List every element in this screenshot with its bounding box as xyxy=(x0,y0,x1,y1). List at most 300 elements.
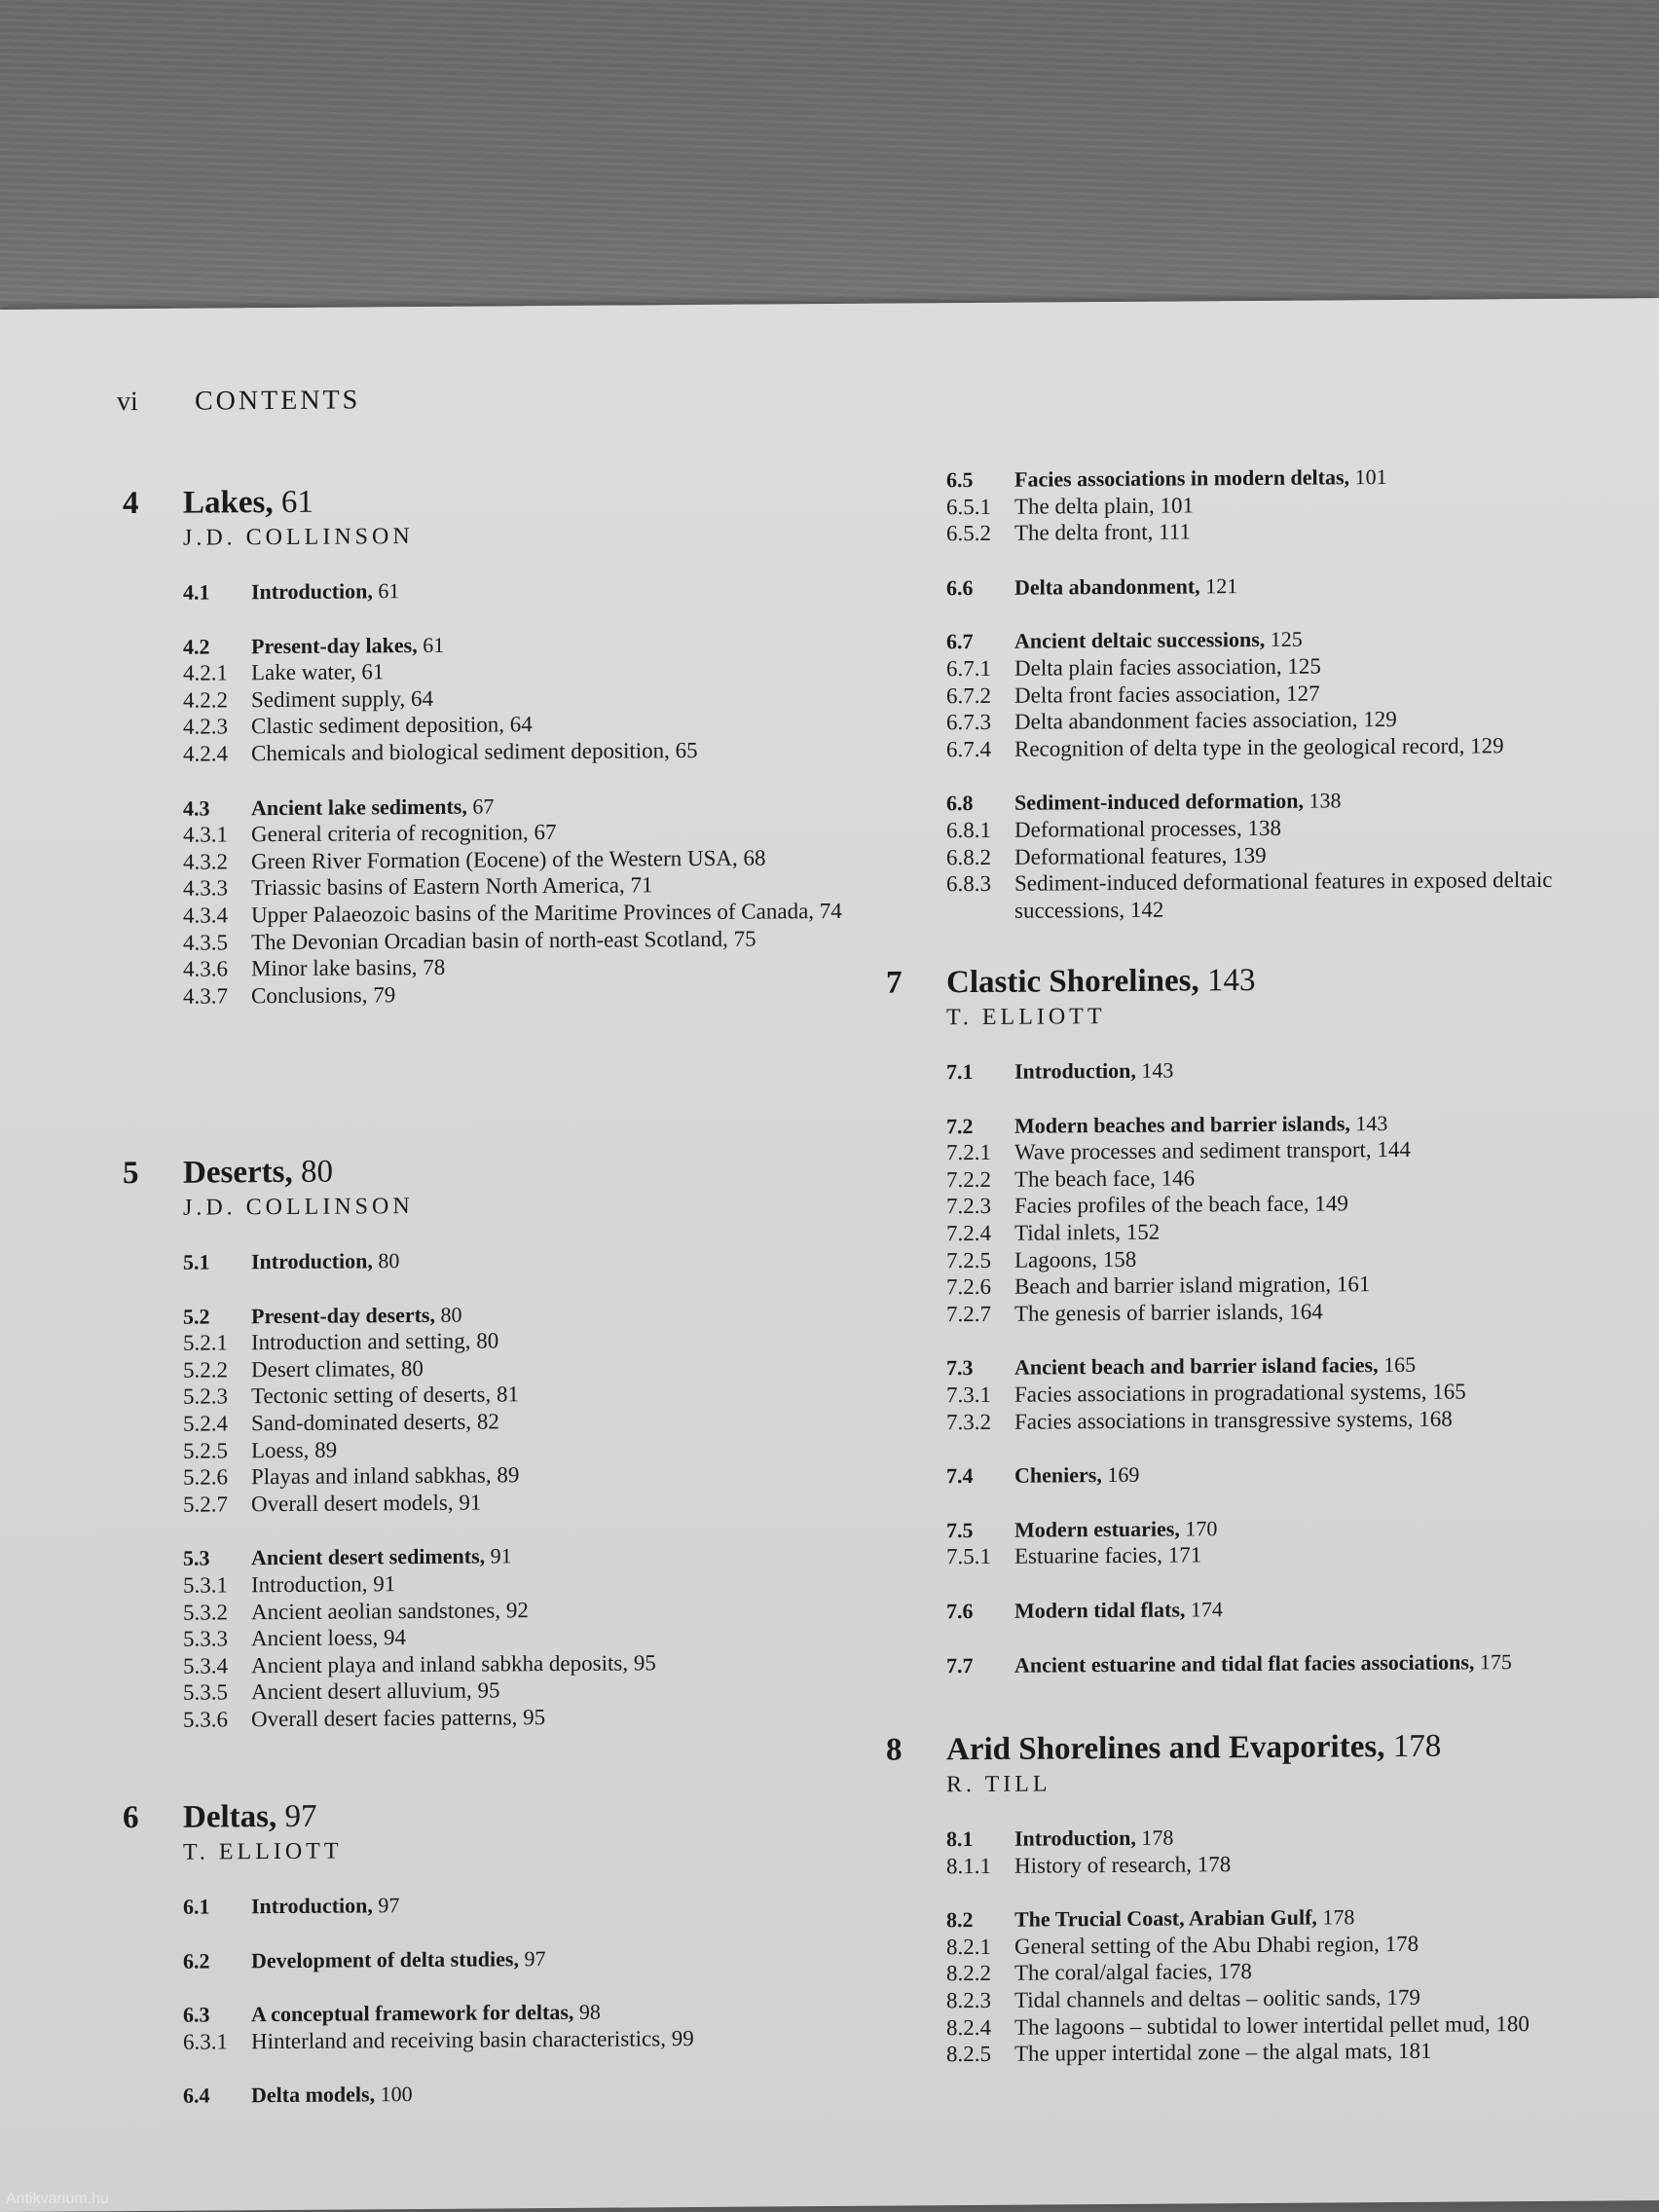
chapter-number: 6 xyxy=(123,1800,139,1836)
section-number: 5.2.2 xyxy=(183,1357,228,1382)
section-number: 4.1 xyxy=(183,579,210,605)
section-title xyxy=(251,1622,656,1651)
section-title-text: General criteria of recognition, 67 xyxy=(251,820,557,847)
section-title-text: Ancient desert sediments, xyxy=(251,1543,486,1570)
chapter-title xyxy=(183,1155,333,1192)
subsection-entry xyxy=(183,1677,656,1707)
page-folio: vi xyxy=(117,387,138,418)
section-title-text: Introduction, 91 xyxy=(251,1571,396,1598)
subsection-entry xyxy=(946,1243,1512,1274)
section-number: 4.2 xyxy=(183,634,210,659)
section-title-text: The Trucial Coast, Arabian Gulf, xyxy=(1014,1904,1317,1932)
section-number: 4.3 xyxy=(183,795,210,821)
section-title xyxy=(251,1677,656,1706)
section-title xyxy=(1014,1351,1512,1382)
page-number: 169 xyxy=(1101,1461,1140,1488)
section-title xyxy=(251,1353,656,1382)
section-number: 6.8.1 xyxy=(946,817,991,843)
section-number: 8.2.5 xyxy=(946,2042,991,2067)
page-number: 125 xyxy=(1265,627,1303,652)
chapter-title-text: Clastic Shorelines, xyxy=(946,963,1199,1001)
section-title-text: Facies associations in transgressive systems, 168 xyxy=(1014,1406,1453,1434)
running-head xyxy=(117,385,360,418)
subsection-entry xyxy=(946,2010,1530,2042)
section-number: 4.3.3 xyxy=(183,875,228,902)
subsection-entry xyxy=(946,1270,1512,1301)
subsection-entry xyxy=(946,1405,1512,1436)
chapter-number: 4 xyxy=(123,486,139,522)
section-number: 6.7.1 xyxy=(946,655,991,682)
section-title xyxy=(1014,570,1587,601)
section-title xyxy=(1014,839,1587,870)
section-title xyxy=(1014,624,1587,655)
page-number: 178 xyxy=(1316,1904,1355,1930)
section-number: 4.3.7 xyxy=(183,983,228,1009)
section-entry xyxy=(183,1245,656,1275)
chapter-title-text: Deserts, xyxy=(183,1154,293,1191)
section-title xyxy=(1014,462,1587,494)
section-title xyxy=(251,1890,694,1920)
section-number: 5.2.4 xyxy=(183,1411,228,1436)
subsection-entry xyxy=(946,1378,1512,1409)
section-number: 8.2.2 xyxy=(946,1961,991,1986)
section-title xyxy=(251,870,842,902)
section-list xyxy=(946,462,1587,925)
page-number: 80 xyxy=(435,1302,462,1327)
page-number: 170 xyxy=(1179,1515,1218,1541)
section-title xyxy=(251,1568,656,1598)
chapter-6-continued xyxy=(946,462,1587,925)
subsection-entry xyxy=(183,1407,656,1437)
chapter-author: T. ELLIOTT xyxy=(946,1004,1106,1031)
section-number: 7.7 xyxy=(946,1652,974,1677)
section-title xyxy=(1014,1648,1512,1678)
section-title-text: Overall desert facies patterns, 95 xyxy=(251,1704,546,1732)
chapter-title xyxy=(183,1799,316,1836)
section-title-text: Sand-dominated deserts, 82 xyxy=(251,1409,499,1436)
section-title-text: Delta abandonment facies association, 129 xyxy=(1014,707,1397,734)
section-number: 7.1 xyxy=(946,1059,974,1085)
page-number: 175 xyxy=(1474,1648,1512,1674)
section-title-text: Deformational processes, 138 xyxy=(1014,815,1282,842)
chapter-6 xyxy=(123,1796,694,2110)
section-title xyxy=(251,1596,656,1625)
subsection-entry xyxy=(946,1983,1530,2014)
section-number: 7.6 xyxy=(946,1598,974,1624)
section-title-text: Conclusions, 79 xyxy=(251,981,396,1008)
page-number: 67 xyxy=(466,793,495,819)
section-title xyxy=(1014,1216,1512,1246)
section-title xyxy=(1014,866,1587,924)
section-number: 5.2.5 xyxy=(183,1437,228,1463)
section-entry xyxy=(946,1054,1512,1086)
chapter-title-text: Arid Shorelines and Evaporites, xyxy=(946,1729,1385,1768)
section-title-text: Overall desert models, 91 xyxy=(251,1490,482,1516)
section-title xyxy=(1014,1190,1512,1220)
section-title xyxy=(1014,1956,1530,1986)
section-entry xyxy=(946,1902,1530,1934)
section-title-text: The Devonian Orcadian basin of north-east Scotland, 75 xyxy=(251,926,756,954)
section-number: 5.2.1 xyxy=(183,1330,228,1355)
section-title-text: Introduction, xyxy=(1014,1057,1136,1084)
section-entry xyxy=(946,1109,1512,1140)
section-number: 7.2.4 xyxy=(946,1220,991,1246)
section-title xyxy=(1014,1135,1512,1165)
section-title-text: The coral/algal facies, 178 xyxy=(1014,1959,1252,1986)
section-title xyxy=(251,1460,656,1490)
section-entry xyxy=(183,574,842,606)
section-number: 8.1 xyxy=(946,1826,974,1852)
subsection-entry xyxy=(946,1162,1512,1194)
subsection-entry xyxy=(946,2037,1530,2068)
section-title-text: Development of delta studies, xyxy=(251,1945,519,1972)
section-title-text: Introduction, xyxy=(251,1893,373,1919)
page-number: 143 xyxy=(1349,1110,1388,1135)
section-list xyxy=(946,1054,1512,1678)
section-title xyxy=(251,951,842,982)
section-title xyxy=(1014,678,1587,709)
subsection-entry xyxy=(946,1849,1530,1880)
section-number: 6.5.1 xyxy=(946,494,991,519)
section-title xyxy=(251,1488,656,1517)
book-page xyxy=(0,298,1659,2212)
section-title xyxy=(1014,1930,1530,1960)
section-title xyxy=(1014,1594,1512,1624)
section-title xyxy=(1014,1297,1512,1327)
section-title xyxy=(251,1326,656,1355)
subsection-entry xyxy=(946,1539,1512,1570)
section-title-text: Green River Formation (Eocene) of the Western USA, 68 xyxy=(251,845,766,873)
section-title xyxy=(251,924,842,955)
section-entry xyxy=(946,1594,1512,1625)
section-title-text: Ancient loess, 94 xyxy=(251,1625,407,1651)
section-title xyxy=(1014,489,1587,520)
section-title-text: The upper intertidal zone – the algal mats, 181 xyxy=(1014,2038,1432,2066)
section-title-text: The beach face, 146 xyxy=(1014,1165,1196,1192)
section-entry xyxy=(183,1542,656,1572)
section-number: 4.3.2 xyxy=(183,849,228,874)
section-number: 5.2 xyxy=(183,1304,210,1329)
section-title xyxy=(251,574,842,606)
subsection-entry xyxy=(183,1460,656,1491)
section-title-text: Cheniers, xyxy=(1014,1462,1102,1488)
section-number: 5.1 xyxy=(183,1249,210,1274)
section-number: 5.2.7 xyxy=(183,1492,228,1517)
section-title-text: Clastic sediment deposition, 64 xyxy=(251,712,533,739)
section-number: 6.6 xyxy=(946,574,974,600)
subsection-entry xyxy=(183,1381,656,1411)
section-number: 4.2.1 xyxy=(183,660,228,685)
section-title-text: Playas and inland sabkhas, 89 xyxy=(251,1462,520,1490)
subsection-entry xyxy=(183,2025,694,2055)
section-number: 4.2.4 xyxy=(183,741,228,766)
subsection-entry xyxy=(183,1622,656,1652)
section-title-text: Tidal channels and deltas – oolitic sands, 179 xyxy=(1014,1984,1420,2012)
section-entry xyxy=(946,1822,1530,1853)
section-title-text: Modern estuaries, xyxy=(1014,1516,1180,1542)
section-title-text: Delta abandonment, xyxy=(1014,573,1200,600)
section-title-text: The genesis of barrier islands, 164 xyxy=(1014,1299,1323,1326)
chapter-8 xyxy=(886,1728,1530,2068)
section-entry xyxy=(946,1648,1512,1679)
section-title xyxy=(1014,1162,1512,1193)
chapter-page-number: 143 xyxy=(1198,962,1256,999)
section-title xyxy=(251,1542,656,1571)
section-list xyxy=(946,1822,1530,2068)
subsection-entry xyxy=(946,1930,1530,1961)
subsection-entry xyxy=(946,516,1587,547)
subsection-entry xyxy=(183,1649,656,1679)
section-title-text: The delta front, 111 xyxy=(1014,519,1191,545)
section-title-text: Sediment-induced deformational features in exposed deltaic successions, 142 xyxy=(1014,866,1553,923)
page-number: 91 xyxy=(485,1543,512,1568)
section-number: 4.3.4 xyxy=(183,903,228,928)
section-title-text: Wave processes and sediment transport, 144 xyxy=(1014,1137,1411,1164)
section-title xyxy=(251,1300,656,1329)
subsection-entry xyxy=(946,1216,1512,1247)
section-number: 5.3.5 xyxy=(183,1679,228,1705)
section-title-text: Modern tidal flats, xyxy=(1014,1597,1186,1623)
section-number: 7.2.1 xyxy=(946,1140,991,1165)
section-title xyxy=(1014,1270,1512,1300)
subsection-entry xyxy=(946,731,1587,762)
section-number: 7.2.7 xyxy=(946,1301,991,1326)
section-title-text: Introduction, xyxy=(251,1248,373,1274)
section-title xyxy=(251,791,842,822)
section-entry xyxy=(946,1351,1512,1382)
section-number: 5.3 xyxy=(183,1545,210,1571)
chapter-page-number: 61 xyxy=(273,484,313,521)
page-number: 97 xyxy=(518,1945,546,1971)
section-title xyxy=(1014,1054,1512,1085)
section-title xyxy=(1014,1902,1530,1933)
section-number: 4.3.1 xyxy=(183,822,228,847)
subsection-entry xyxy=(183,978,842,1010)
section-title-text: Recognition of delta type in the geological record, 129 xyxy=(1014,732,1504,761)
section-list xyxy=(183,1245,656,1733)
page-number: 80 xyxy=(372,1248,400,1273)
page-number: 97 xyxy=(372,1893,400,1918)
section-number: 5.3.3 xyxy=(183,1626,228,1651)
section-number: 7.5 xyxy=(946,1517,974,1542)
section-title-text: The lagoons – subtidal to lower intertidal pellet mud, 180 xyxy=(1014,2010,1530,2040)
section-title xyxy=(1014,1983,1530,2013)
section-number: 6.8 xyxy=(946,791,974,816)
section-title-text: Tectonic setting of deserts, 81 xyxy=(251,1382,519,1409)
section-number: 8.2.3 xyxy=(946,1987,991,2013)
section-title-text: Present-day lakes, xyxy=(251,632,418,658)
chapter-page-number: 80 xyxy=(292,1154,333,1190)
section-number: 6.5.2 xyxy=(946,521,991,546)
subsection-entry xyxy=(183,1596,656,1626)
section-title-text: Ancient aeolian sandstones, 92 xyxy=(251,1597,529,1624)
subsection-entry xyxy=(183,1703,656,1733)
section-title-text: Beach and barrier island migration, 161 xyxy=(1014,1272,1371,1299)
section-title-text: Delta plain facies association, 125 xyxy=(1014,653,1321,681)
section-entry xyxy=(183,2079,694,2109)
section-number: 6.2 xyxy=(183,1948,210,1973)
section-title-text: Ancient deltaic successions, xyxy=(1014,627,1266,654)
section-title-text: Facies profiles of the beach face, 149 xyxy=(1014,1191,1348,1219)
section-title xyxy=(1014,1405,1512,1435)
section-number: 6.3 xyxy=(183,2002,210,2027)
section-list xyxy=(183,1890,694,2110)
section-number: 5.3.4 xyxy=(183,1653,228,1678)
page-number: 174 xyxy=(1185,1597,1223,1622)
section-title-text: Chemicals and biological sediment deposition, 65 xyxy=(251,737,698,766)
section-number: 7.4 xyxy=(946,1463,974,1489)
section-title xyxy=(1014,1513,1512,1543)
section-title xyxy=(251,817,842,848)
section-title-text: Delta models, xyxy=(251,2082,376,2108)
section-number: 5.2.6 xyxy=(183,1464,228,1490)
section-title xyxy=(1014,786,1587,817)
subsection-entry xyxy=(183,1488,656,1518)
section-number: 7.2 xyxy=(946,1113,974,1138)
section-title xyxy=(1014,1822,1530,1852)
section-title-text: Minor lake basins, 78 xyxy=(251,954,446,981)
page-number: 61 xyxy=(372,578,400,604)
section-number: 4.2.3 xyxy=(183,714,228,740)
section-number: 6.5 xyxy=(946,467,974,493)
page-number: 178 xyxy=(1135,1825,1174,1850)
section-title xyxy=(251,898,842,929)
section-number: 4.3.6 xyxy=(183,956,228,981)
section-number: 7.3.2 xyxy=(946,1409,991,1434)
chapter-number: 7 xyxy=(886,965,903,1001)
section-number: 6.3.1 xyxy=(183,2029,228,2054)
section-title xyxy=(1014,2037,1530,2067)
chapter-heading xyxy=(123,1796,694,1836)
section-title-text: History of research, 178 xyxy=(1014,1851,1232,1878)
section-title xyxy=(1014,1539,1512,1569)
section-title xyxy=(1014,1109,1512,1139)
subsection-entry xyxy=(183,1353,656,1383)
section-title xyxy=(1014,2010,1530,2041)
section-title xyxy=(1014,1378,1512,1408)
section-title xyxy=(1014,651,1587,682)
table-surface-background xyxy=(0,0,1659,321)
section-title xyxy=(251,655,842,686)
watermark: Antikvarium.hu xyxy=(6,2191,109,2207)
section-title-text: Lagoons, 158 xyxy=(1014,1246,1137,1272)
chapter-number: 5 xyxy=(123,1156,139,1192)
section-title xyxy=(251,2079,694,2109)
section-title-text: Modern beaches and barrier islands, xyxy=(1014,1110,1350,1138)
chapter-title xyxy=(183,485,313,522)
subsection-entry xyxy=(946,1190,1512,1221)
chapter-heading xyxy=(886,1728,1530,1769)
section-number: 4.3.5 xyxy=(183,929,228,955)
section-number: 6.4 xyxy=(183,2083,210,2109)
section-title-text: Loess, 89 xyxy=(251,1437,338,1462)
section-title-text: Facies associations in modern deltas, xyxy=(1014,464,1350,492)
section-title xyxy=(251,1245,656,1274)
section-number: 6.1 xyxy=(183,1894,210,1919)
section-number: 5.3.6 xyxy=(183,1707,228,1732)
section-title xyxy=(251,736,842,767)
section-number: 7.3.1 xyxy=(946,1382,991,1408)
section-title xyxy=(1014,1849,1530,1879)
subsection-entry xyxy=(183,1326,656,1356)
subsection-entry xyxy=(183,1568,656,1599)
section-number: 7.2.3 xyxy=(946,1194,991,1219)
section-number: 7.2.6 xyxy=(946,1274,991,1300)
chapter-7 xyxy=(886,961,1512,1679)
page-number: 165 xyxy=(1378,1352,1417,1378)
section-title xyxy=(251,1407,656,1436)
section-title-text: A conceptual framework for deltas, xyxy=(251,2000,574,2027)
section-entry xyxy=(183,1944,694,1974)
section-title-text: Estuarine facies, 171 xyxy=(1014,1542,1202,1569)
section-title-text: Sediment supply, 64 xyxy=(251,685,433,712)
section-entry xyxy=(946,1513,1512,1544)
section-number: 5.2.3 xyxy=(183,1383,228,1410)
section-title-text: General setting of the Abu Dhabi region, 178 xyxy=(1014,1931,1419,1959)
section-title-text: Introduction and setting, 80 xyxy=(251,1328,499,1355)
page-number: 138 xyxy=(1304,788,1342,813)
chapter-page-number: 178 xyxy=(1384,1728,1442,1765)
chapter-author: R. TILL xyxy=(946,1771,1051,1798)
section-title-text: Introduction, xyxy=(1014,1825,1136,1851)
chapter-heading xyxy=(886,961,1512,1001)
section-title-text: Tidal inlets, 152 xyxy=(1014,1219,1161,1245)
chapter-title xyxy=(946,963,1255,1001)
section-number: 6.7.2 xyxy=(946,682,991,708)
section-title-text: The delta plain, 101 xyxy=(1014,493,1194,519)
section-entry xyxy=(183,1890,694,1920)
section-title xyxy=(251,682,842,714)
section-number: 8.2.4 xyxy=(946,2014,991,2040)
section-title-text: Present-day deserts, xyxy=(251,1302,435,1328)
subsection-entry xyxy=(946,1956,1530,1987)
chapter-title-text: Deltas, xyxy=(183,1799,277,1835)
section-title-text: Facies associations in progradational systems, 165 xyxy=(1014,1379,1466,1407)
section-title xyxy=(251,1998,694,2028)
page-title: CONTENTS xyxy=(195,385,361,417)
section-number: 7.3 xyxy=(946,1355,974,1381)
section-title xyxy=(251,709,842,740)
section-number: 6.7.4 xyxy=(946,736,991,761)
section-title-text: Upper Palaeozoic basins of the Maritime Provinces of Canada, 74 xyxy=(251,898,842,928)
page-number: 100 xyxy=(375,2082,413,2107)
section-number: 6.8.2 xyxy=(946,844,991,869)
section-number: 8.1.1 xyxy=(946,1853,991,1878)
section-title xyxy=(251,1649,656,1678)
section-title xyxy=(1014,705,1587,736)
section-number: 4.2.2 xyxy=(183,687,228,713)
section-title xyxy=(251,1703,656,1732)
section-number: 7.2.2 xyxy=(946,1166,991,1192)
section-title-text: Introduction, xyxy=(251,578,373,605)
section-title-text: Ancient desert alluvium, 95 xyxy=(251,1677,500,1705)
section-title xyxy=(251,1434,656,1463)
page-number: 61 xyxy=(417,632,445,657)
subsection-entry xyxy=(183,1434,656,1464)
subsection-entry xyxy=(183,736,842,767)
chapter-number: 8 xyxy=(886,1732,903,1768)
section-title-text: Desert climates, 80 xyxy=(251,1355,424,1382)
section-list xyxy=(183,574,842,1010)
page-number: 101 xyxy=(1349,464,1387,490)
section-title-text: Hinterland and receiving basin characteristics, 99 xyxy=(251,2025,694,2053)
page-number: 121 xyxy=(1199,572,1238,599)
section-number: 5.3.1 xyxy=(183,1572,228,1598)
section-title-text: Sediment-induced deformation, xyxy=(1014,788,1304,816)
section-title xyxy=(251,978,842,1010)
section-title xyxy=(251,844,842,875)
section-entry xyxy=(183,1300,656,1330)
